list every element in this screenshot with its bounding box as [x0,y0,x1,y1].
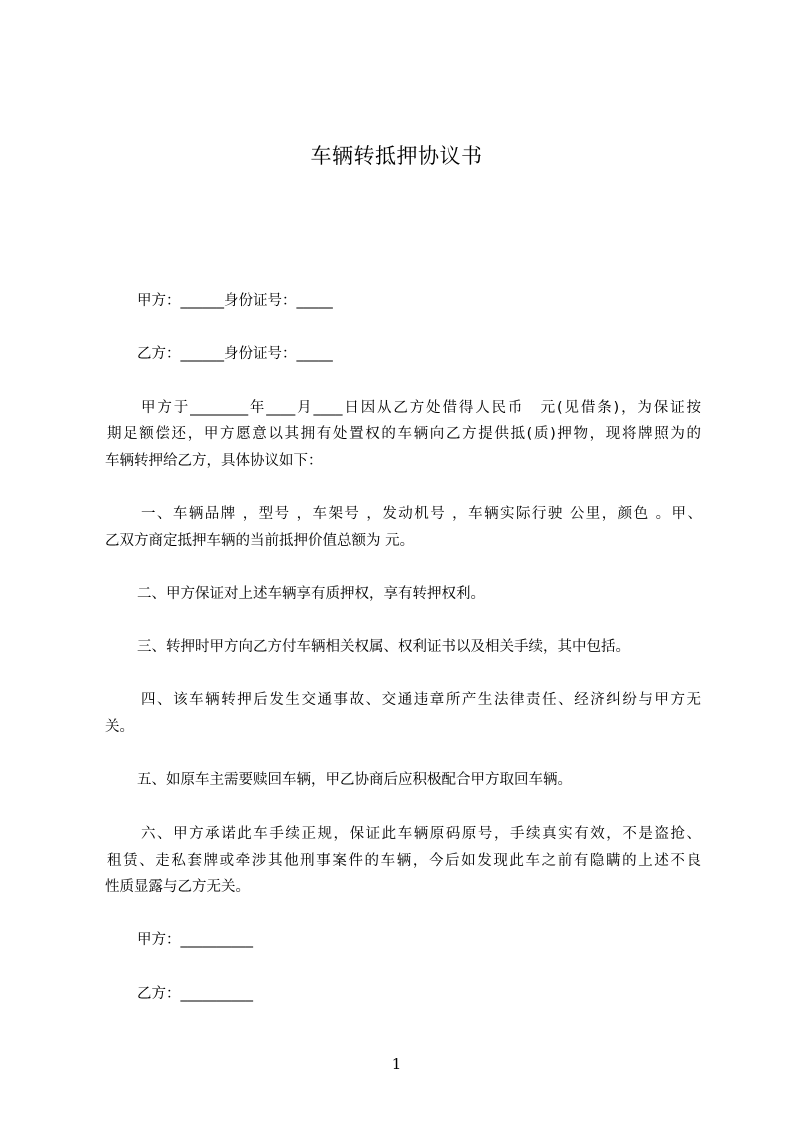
clause-6-line-2: 租赁、走私套牌或牵涉其他刑事案件的车辆，今后如发现此车之前有隐瞒的上述不良 [107,853,701,869]
clause-4-line-2: 关。 [105,719,134,735]
clause-6-line-3: 性质显露与乙方无关。 [105,879,250,895]
intro-line-1: 甲方于________年____月____日因从乙方处借得人民币 元(见借条)，为保证按 [141,400,701,416]
signature-party-a: 甲方：__________ [137,932,253,948]
clause-2: 二、甲方保证对上述车辆享有质押权，享有转押权利。 [137,586,485,602]
clause-1-line-1: 一、车辆品牌 ，型号 ，车架号 ，发动机号 ，车辆实际行驶 公里，颜色 。甲、 [141,506,702,522]
clause-4-line-1: 四、该车辆转押后发生交通事故、交通违章所产生法律责任、经济纠纷与甲方无 [141,692,701,708]
clause-3: 三、转押时甲方向乙方付车辆相关权属、权利证书以及相关手续，其中包括。 [137,639,630,655]
party-b-id-line: 乙方：______身份证号：_____ [137,346,333,362]
clause-5: 五、如原车主需要赎回车辆，甲乙协商后应积极配合甲方取回车辆。 [137,772,572,788]
signature-party-b: 乙方：__________ [137,986,253,1002]
intro-line-3: 车辆转押给乙方，具体协议如下： [105,453,323,469]
clause-1-line-2: 乙双方商定抵押车辆的当前抵押价值总额为 元。 [105,533,415,549]
party-a-id-line: 甲方：______身份证号：_____ [137,293,333,309]
page-number: 1 [391,1055,402,1073]
clause-6-line-1: 六、甲方承诺此车手续正规，保证此车辆原码原号，手续真实有效，不是盗抢、 [141,826,701,842]
intro-line-2: 期足额偿还，甲方愿意以其拥有处置权的车辆向乙方提供抵(质)押物，现将牌照为的 [107,426,701,442]
document-title: 车辆转抵押协议书 [310,144,483,168]
